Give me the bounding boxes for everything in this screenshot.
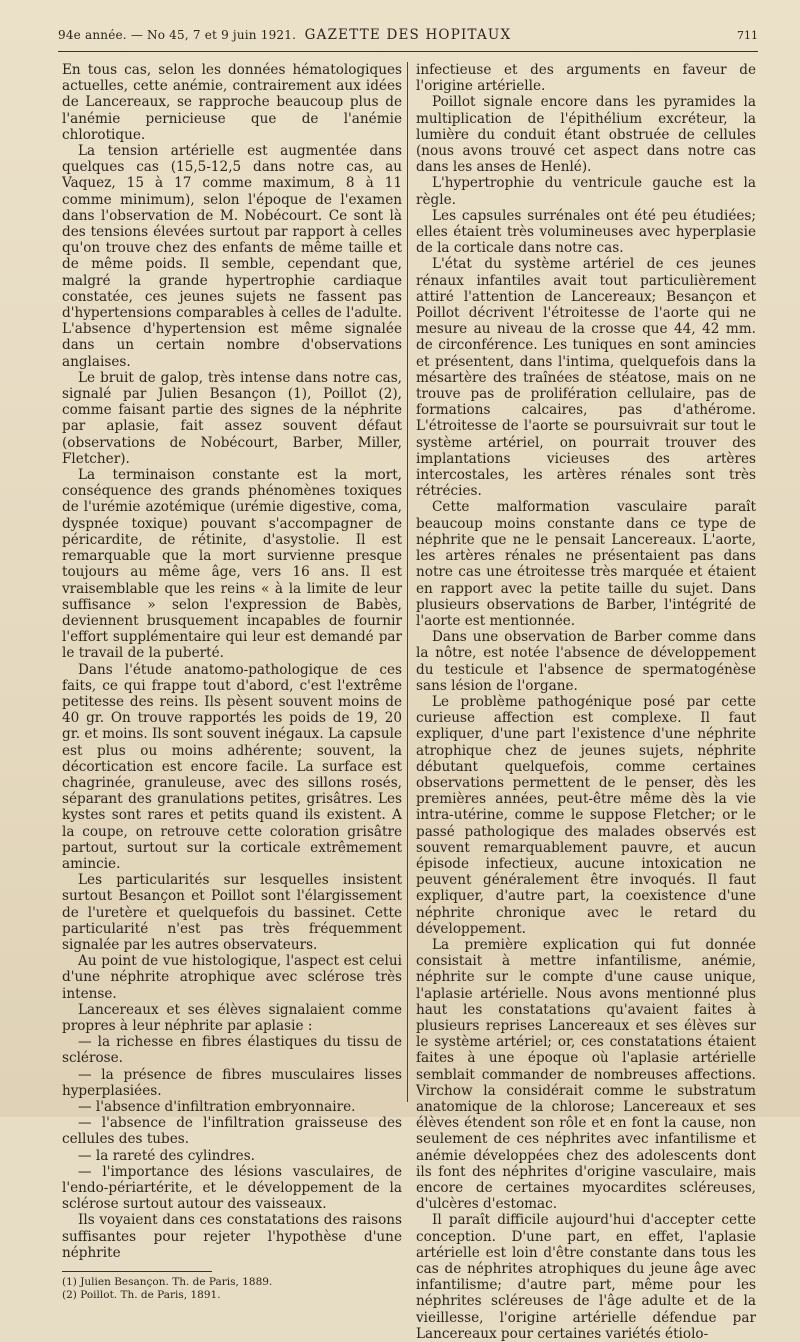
list-item: — la richesse en fibres élastiques du tissu de sclérose.	[62, 1034, 402, 1067]
right-column	[416, 62, 756, 1342]
list-item: — l'absence d'infiltration embryonnaire.	[78, 1099, 356, 1115]
paragraph: L'hypertrophie du ventricule gauche est la règle.	[416, 175, 756, 208]
paragraph: Il paraît difficile aujourd'hui d'accepter cette conception. D'une part, en effet, l'aplasie artérielle est loin d'être constante dans tous les cas de néphrites atrophiques du jeune âge avec infantilisme; d'autre part, même pour les néphrites scléreuses de l'âge adulte et de la vieillesse, l'origine artérielle défendue par Lancereaux pour certaines variétés étiolo-	[416, 1212, 756, 1342]
list-item: — l'absence de l'infiltration graisseuse des cellules des tubes.	[62, 1115, 402, 1148]
list-item: — la présence de fibres musculaires lisses hyperplasiées.	[62, 1066, 402, 1099]
footnote-rule	[62, 1271, 212, 1272]
page-header	[58, 22, 758, 52]
paragraph: La terminaison constante est la mort, conséquence des grands phénomènes toxiques de l'urémie azotémique (urémie digestive, coma, dyspnée toxique) pouvant s'accompagner de péricardite, de rétinite, d'asystolie. Il est remarquable que la mort survienne presque toujours au même âge, vers 16 ans. Il est vraisemblable que les reins « à la limite de leur suffisance » selon l'expression de Babès, deviennent brusquement incapables de fournir l'effort supplémentaire qui leur est demandé par le travail de la puberté.	[62, 467, 402, 662]
footnote: (2) Poillot. Th. de Paris, 1891.	[62, 1289, 221, 1302]
paragraph: L'état du système artériel de ces jeunes rénaux infantiles avait tout particulièrement attiré l'attention de Lancereaux; Besançon et Poillot décrivent l'étroitesse de l'aorte qui ne mesure au niveau de la crosse que 44, 42 mm. de circonférence. Les tuniques en sont amincies et présentent, dans l'intima, quelquefois dans la mésartère des traînées de stéatose, mais on ne trouve pas de prolifération cellulaire, pas de formations calcaires, pas d'athérome. L'étroitesse de l'aorte se poursuivrait sur tout le système artériel, on pourrait trouver des implantations vicieuses des artères intercostales, les artères rénales sont très rétrécies.	[416, 256, 756, 500]
paragraph: Le problème pathogénique posé par cette curieuse affection est complexe. Il faut expliquer, d'une part l'existence d'une néphrite atrophique chez de jeunes sujets, néphrite débutant quelquefois, comme certaines observations permettent de le penser, dès les premières années, peut-être même dès la vie intra-utérine, comme le suppose Fletcher; or le passé pathologique des malades observés est souvent remarquablement pauvre, et aucun épisode infectieux, aucune intoxication ne peuvent généralement être invoqués. Il faut expliquer, d'autre part, la coexistence d'une néphrite chronique avec le retard du développement.	[416, 693, 756, 937]
paragraph: Poillot signale encore dans les pyramides la multiplication de l'épithélium excréteur, la lumière du conduit étant obstruée de cellules (nous avons trouvé cet aspect dans notre cas dans les anses de Henlé).	[416, 94, 756, 176]
paragraph: En tous cas, selon les données hématologiques actuelles, cette anémie, contrairement aux idées de Lancereaux, se rapproche beaucoup plus de l'anémie pernicieuse que de l'anémie chlorotique.	[62, 62, 402, 143]
list-item: — l'importance des lésions vasculaires, de l'endo-périartérite, et le développement de la sclérose surtout autour des vaisseaux.	[62, 1163, 402, 1213]
issue-info: 94e année. — No 45, 7 et 9 juin 1921.	[58, 28, 297, 42]
paragraph: La première explication qui fut donnée consistait à mettre infantilisme, anémie, néphrite sur le compte d'une cause unique, l'aplasie artérielle. Nous avons mentionné plus haut les constatations qu'avaient faites à plusieurs reprises Lancereaux et ses élèves sur le système artériel; or, ces constatations étaient faites à une époque où l'aplasie artérielle semblait commander de nombreuses affections. Virchow la considérait comme le substratum anatomique de la chlorose; Lancereaux et ses élèves étendent son rôle et en font la cause, non seulement de ces néphrites avec infantilisme et anémie développées chez des adolescents dont ils font des néphrites d'origine vasculaire, mais encore de certaines myocardites scléreuses, d'ulcères d'estomac.	[416, 936, 756, 1213]
paragraph: Cette malformation vasculaire paraît beaucoup moins constante dans ce type de néphrite que ne le pensait Lancereaux. L'aorte, les artères rénales ne présentaient pas dans notre cas une étroitesse très marquée et étaient en rapport avec la petite taille du sujet. Dans plusieurs observations de Barber, l'intégrité de l'aorte est mentionnée.	[416, 499, 756, 629]
paragraph: Dans l'étude anatomo-pathologique de ces faits, ce qui frappe tout d'abord, c'est l'extrême petitesse des reins. Ils pèsent souvent moins de 40 gr. On trouve rapportés les poids de 19, 20 gr. et moins. Ils sont souvent inégaux. La capsule est plus ou moins adhérente; souvent, la décortication est encore facile. La surface est chagrinée, granuleuse, avec des sillons rosés, séparant des granulations petites, grisâtres. Les kystes sont rares et petits quand ils existent. A la coupe, on retrouve cette coloration grisâtre partout, surtout sur la corticale extrêmement amincie.	[62, 661, 402, 872]
paragraph: Lancereaux et ses élèves signalaient comme propres à leur néphrite par aplasie :	[62, 1001, 402, 1034]
paragraph: La tension artérielle est augmentée dans quelques cas (15,5-12,5 dans notre cas, au Vaquez, 15 à 17 comme maximum, 8 à 11 comme minimum), selon l'époque de l'examen dans l'observation de M. Nobécourt. Ce sont là des tensions élevées surtout par rapport à celles qu'on trouve chez des enfants de même taille et de même poids. Il semble, cependant que, malgré la grande hypertrophie cardiaque constatée, ces jeunes sujets ne fassent pas d'hypertensions comparables à celles de l'adulte. L'absence d'hypertension est même signalée dans un certain nombre d'observations anglaises.	[62, 143, 402, 370]
paragraph: Dans une observation de Barber comme dans la nôtre, est notée l'absence de développement du testicule et l'absence de spermatogénèse sans lésion de l'organe.	[416, 629, 756, 694]
paragraph: Ils voyaient dans ces constatations des raisons suffisantes pour rejeter l'hypothèse d'une néphrite	[62, 1212, 402, 1261]
page-number: 711	[737, 28, 758, 42]
paragraph: Le bruit de galop, très intense dans notre cas, signalé par Julien Besançon (1), Poillot (2), comme faisant partie des signes de la néphrite par aplasie, fait assez souvent défaut (observations de Nobécourt, Barber, Miller, Fletcher).	[62, 369, 402, 467]
paragraph: infectieuse et des arguments en faveur de l'origine artérielle.	[416, 62, 756, 95]
paragraph: Les particularités sur lesquelles insistent surtout Besançon et Poillot sont l'élargissement de l'uretère et quelquefois du bassinet. Cette particularité n'est pas très fréquemment signalée par les autres observateurs.	[62, 872, 402, 953]
list-item: — la rareté des cylindres.	[78, 1147, 255, 1164]
column-divider	[407, 62, 408, 1102]
paragraph: Au point de vue histologique, l'aspect est celui d'une néphrite atrophique avec sclérose très intense.	[62, 953, 402, 1002]
left-column	[62, 62, 402, 1302]
paragraph: Les capsules surrénales ont été peu étudiées; elles étaient très volumineuses avec hyperplasie de la corticale dans notre cas.	[416, 207, 756, 257]
footnote: (1) Julien Besançon. Th. de Paris, 1889.	[62, 1276, 273, 1289]
journal-title: GAZETTE DES HOPITAUX	[304, 27, 512, 43]
